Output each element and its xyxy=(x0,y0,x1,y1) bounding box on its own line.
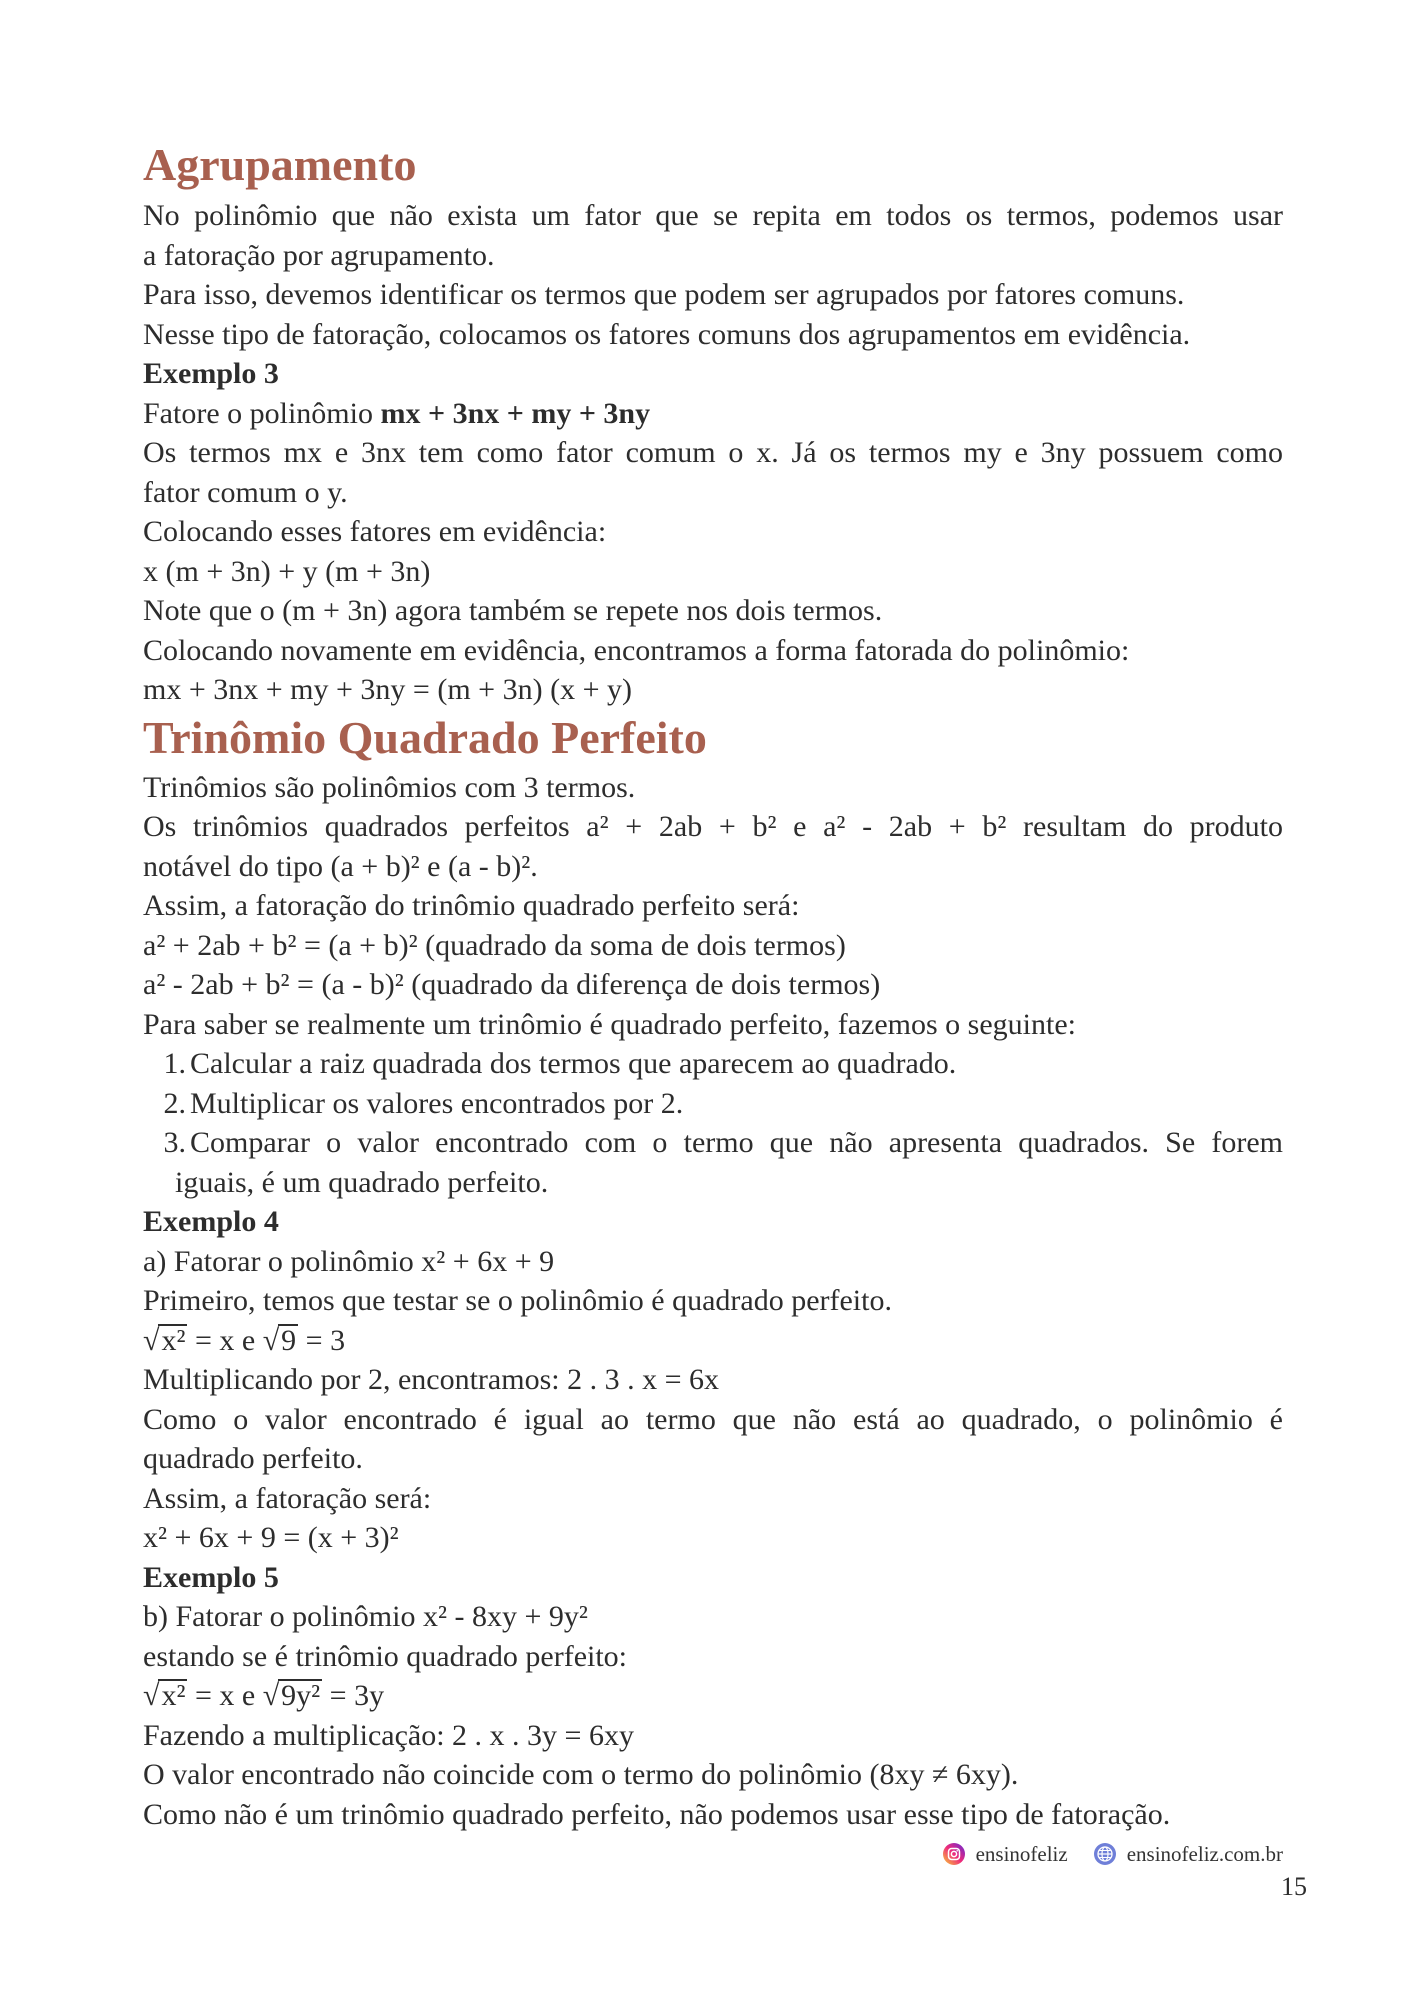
square-root xyxy=(263,1321,298,1361)
radical-sign: √ xyxy=(262,1679,280,1712)
square-root xyxy=(143,1676,187,1716)
math-expression: x² + 6x + 9 = (x + 3)² xyxy=(143,1521,399,1554)
math-expression: mx + 3nx + my + 3ny = (m + 3n) (x + y) xyxy=(143,673,632,706)
paragraph-line: O valor encontrado não coincide com o termo do polinômio (8xy ≠ 6xy). xyxy=(143,1758,1019,1791)
math-expression: a² - 2ab + b² = (a - b)² (quadrado da diferença de dois termos) xyxy=(143,968,881,1001)
paragraph-line: No polinômio que não exista um fator que se repita em todos os termos, podemos usar xyxy=(143,199,1283,232)
example-label: Exemplo 4 xyxy=(143,1205,279,1238)
square-root xyxy=(143,1321,187,1361)
paragraph-line: estando se é trinômio quadrado perfeito: xyxy=(143,1639,628,1673)
list-item-text-continuation: iguais, é um quadrado perfeito. xyxy=(175,1165,549,1199)
paragraph-line: Multiplicando por 2, encontramos: 2 . 3 . x = 6x xyxy=(143,1363,720,1396)
radical-sign: √ xyxy=(262,1323,280,1357)
list-item-text: Comparar o valor encontrado com o termo que não apresenta quadrados. Se forem xyxy=(190,1126,1283,1159)
paragraph-line: Trinômios são polinômios com 3 termos. xyxy=(143,770,636,804)
list-item xyxy=(143,1044,1283,1084)
paragraph-line: Nesse tipo de fatoração, colocamos os fatores comuns dos agrupamentos em evidência. xyxy=(143,317,1191,351)
radical-sign: √ xyxy=(143,1679,160,1712)
example-label: Exemplo 3 xyxy=(143,357,279,390)
paragraph-line: notável do tipo (a + b)² e (a - b)². xyxy=(143,849,538,883)
radical-sign: √ xyxy=(143,1323,160,1357)
paragraph-line: Fazendo a multiplicação: 2 . x . 3y = 6xy xyxy=(143,1718,634,1752)
radicand: x² xyxy=(158,1324,187,1356)
list-item-number: 3. xyxy=(163,1126,186,1159)
root-result: = 3 xyxy=(305,1323,346,1357)
list-item-text: Calcular a raiz quadrada dos termos que aparecem ao quadrado. xyxy=(190,1047,957,1080)
list-item xyxy=(143,1123,1283,1163)
paragraph-line: fator comum o y. xyxy=(143,475,348,509)
radicand: 9 xyxy=(278,1324,298,1356)
root-result: = x e xyxy=(194,1323,256,1357)
paragraph-line: Primeiro, temos que testar se o polinômio é quadrado perfeito. xyxy=(143,1284,892,1317)
paragraph-line: Assim, a fatoração será: xyxy=(143,1481,432,1515)
instagram-handle[interactable]: ensinofeliz xyxy=(975,1841,1068,1866)
example-task: a) Fatorar o polinômio x² + 6x + 9 xyxy=(143,1244,555,1278)
page-number: 15 xyxy=(1281,1872,1307,1901)
section-title-agrupamento: Agrupamento xyxy=(143,139,417,190)
square-roots-line xyxy=(143,1676,1283,1716)
instagram-icon[interactable] xyxy=(943,1843,965,1865)
paragraph-line: quadrado perfeito. xyxy=(143,1442,363,1475)
section-title-trinomio: Trinômio Quadrado Perfeito xyxy=(143,711,707,763)
list-item-number: 1. xyxy=(163,1047,186,1080)
page-content xyxy=(143,141,1283,1834)
paragraph-line: Para isso, devemos identificar os termos que podem ser agrupados por fatores comuns. xyxy=(143,278,1185,311)
paragraph-line: Colocando esses fatores em evidência: xyxy=(143,515,607,548)
section-trinomio xyxy=(143,711,1283,1835)
example-task xyxy=(143,394,1283,434)
globe-icon[interactable] xyxy=(1094,1843,1116,1865)
example-task-expression: mx + 3nx + my + 3ny xyxy=(380,396,651,430)
list-item-number: 2. xyxy=(163,1086,186,1120)
root-result: = x e xyxy=(194,1679,256,1712)
paragraph-line: Note que o (m + 3n) agora também se repete nos dois termos. xyxy=(143,594,883,627)
paragraph-line: a fatoração por agrupamento. xyxy=(143,238,495,272)
paragraph-line: Como o valor encontrado é igual ao termo que não está ao quadrado, o polinômio é xyxy=(143,1402,1283,1436)
paragraph-line: Assim, a fatoração do trinômio quadrado perfeito será: xyxy=(143,889,800,922)
square-root xyxy=(263,1676,322,1716)
radicand: 9y² xyxy=(278,1679,322,1711)
square-roots-line xyxy=(143,1321,1283,1361)
paragraph-line: Colocando novamente em evidência, encontramos a forma fatorada do polinômio: xyxy=(143,633,1130,667)
paragraph-line: Os termos mx e 3nx tem como fator comum o x. Já os termos my e 3ny possuem como xyxy=(143,436,1283,469)
example-task-prefix: Fatore o polinômio xyxy=(143,396,373,430)
list-item xyxy=(143,1084,1283,1124)
paragraph-line: Os trinômios quadrados perfeitos a² + 2ab + b² e a² - 2ab + b² resultam do produto xyxy=(143,810,1283,843)
footer xyxy=(943,1841,1283,1867)
math-expression: a² + 2ab + b² = (a + b)² (quadrado da soma de dois termos) xyxy=(143,928,846,962)
section-agrupamento xyxy=(143,141,1283,710)
math-expression: x (m + 3n) + y (m + 3n) xyxy=(143,554,431,588)
paragraph-line: Como não é um trinômio quadrado perfeito, não podemos usar esse tipo de fatoração. xyxy=(143,1797,1171,1831)
radicand: x² xyxy=(158,1679,187,1711)
paragraph-line: Para saber se realmente um trinômio é quadrado perfeito, fazemos o seguinte: xyxy=(143,1007,1076,1041)
example-task: b) Fatorar o polinômio x² - 8xy + 9y² xyxy=(143,1600,588,1633)
example-label: Exemplo 5 xyxy=(143,1560,279,1594)
list-item-text: Multiplicar os valores encontrados por 2. xyxy=(190,1086,684,1120)
root-result: = 3y xyxy=(329,1679,385,1712)
website-link[interactable]: ensinofeliz.com.br xyxy=(1126,1841,1283,1866)
